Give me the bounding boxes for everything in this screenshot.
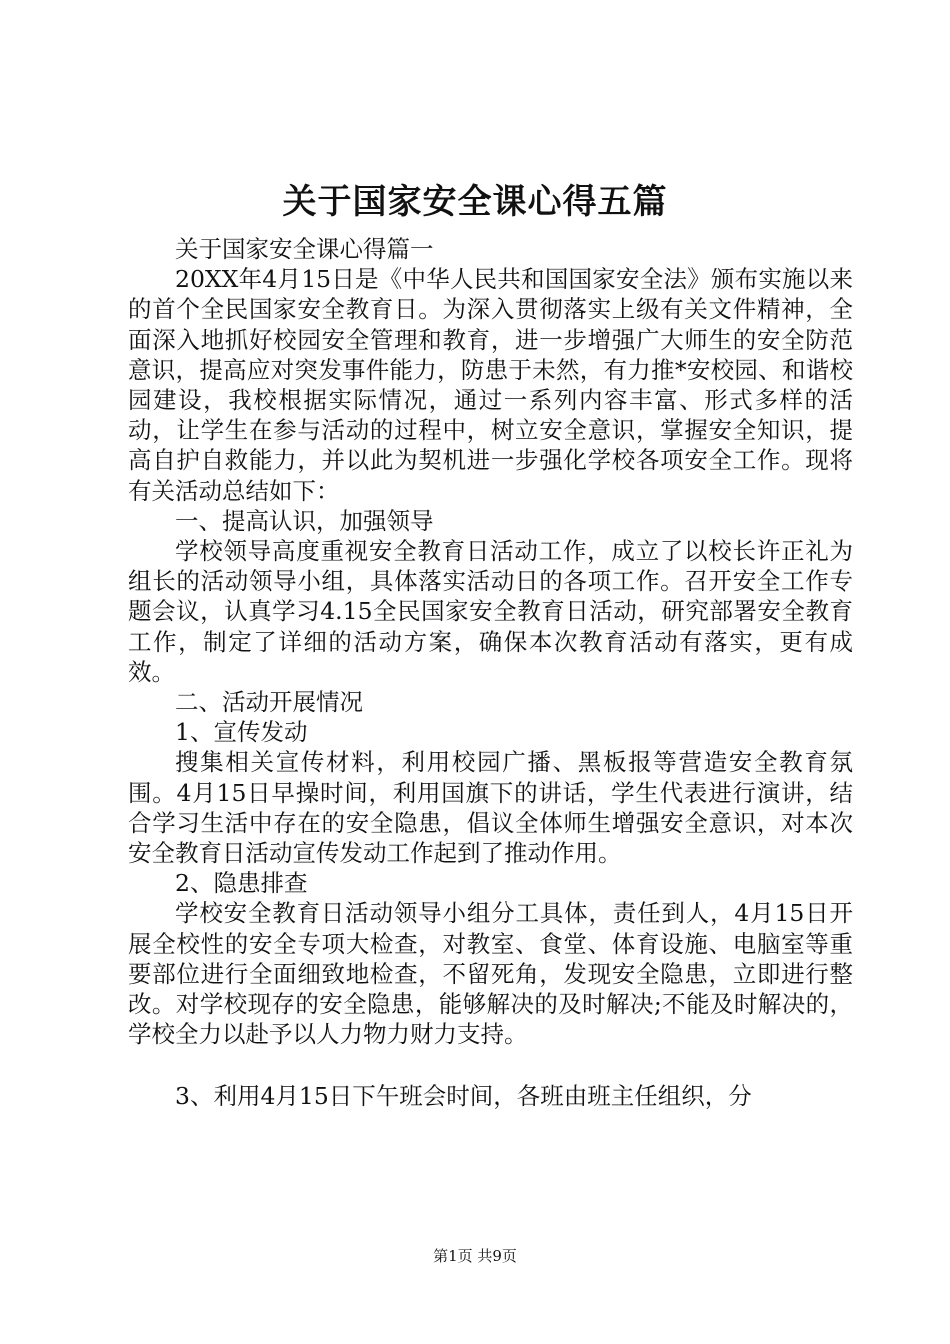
section-heading: 二、活动开展情况 xyxy=(175,688,363,717)
paragraph: 搜集相关宣传材料，利用校园广播、黑板报等营造安全教育氛围。4月15日早操时间，利用国旗下的讲话，学生代表进行演讲，结合学习生活中存在的安全隐患，倡议全体师生增强安全意识，对本次安全教育日活动宣传发动工作起到了推动作用。 xyxy=(128,748,853,868)
page-number-footer: 第1页 共9页 xyxy=(433,1247,517,1265)
paragraph: 3、利用4月15日下午班会时间，各班由班主任组织，分 xyxy=(175,1082,752,1111)
paragraph: 学校安全教育日活动领导小组分工具体，责任到人，4月15日开展全校性的安全专项大检查，对教室、食堂、体育设施、电脑室等重要部位进行全面细致地检查，不留死角，发现安全隐患，立即进行整改。对学校现存的安全隐患，能够解决的及时解决;不能及时解决的，学校全力以赴予以人力物力财力支持。 xyxy=(128,899,853,1049)
document-body xyxy=(128,234,853,1112)
section-heading: 一、提高认识，加强领导 xyxy=(175,506,434,535)
subsection-heading: 1、宣传发动 xyxy=(175,718,308,747)
paragraph: 学校领导高度重视安全教育日活动工作，成立了以校长许正礼为组长的活动领导小组，具体落实活动日的各项工作。召开安全工作专题会议，认真学习4.15全民国家安全教育日活动，研究部署安全教育工作，制定了详细的活动方案，确保本次教育活动有落实，更有成效。 xyxy=(128,537,853,686)
section-heading: 关于国家安全课心得篇一 xyxy=(175,235,434,263)
subsection-heading: 2、隐患排查 xyxy=(175,869,308,898)
document-title: 关于国家安全课心得五篇 xyxy=(282,182,668,222)
paragraph: 20XX年4月15日是《中华人民共和国国家安全法》颁布实施以来的首个全民国家安全教育日。为深入贯彻落实上级有关文件精神，全面深入地抓好校园安全管理和教育，进一步增强广大师生的安全防范意识，提高应对突发事件能力，防患于未然，有力推*安校园、和谐校园建设，我校根据实际情况，通过一系列内容丰富、形式多样的活动，让学生在参与活动的过程中，树立安全意识，掌握安全知识，提高自护自救能力，并以此为契机进一步强化学校各项安全工作。现将有关活动总结如下： xyxy=(128,265,853,505)
